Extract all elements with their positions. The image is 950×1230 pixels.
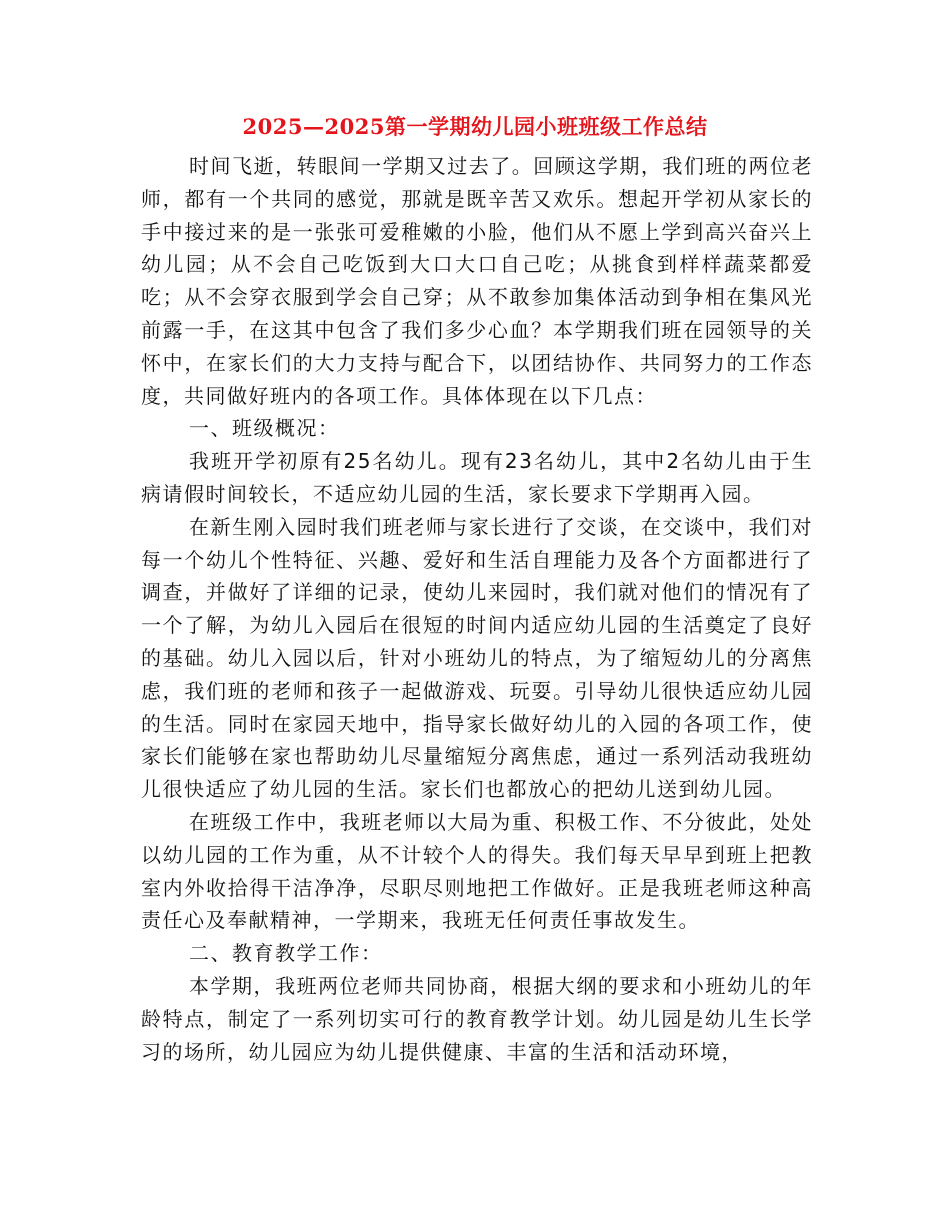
document-body bbox=[141, 150, 813, 1068]
section-heading-teaching: 二、教育教学工作： bbox=[189, 941, 383, 966]
class-work-paragraph: 在班级工作中，我班老师以大局为重、积极工作、不分彼此，处处以幼儿园的工作为重，从不计较个人的得失。我们每天早早到班上把教室内外收拾得干洁净净，尽职尽则地把工作做好。正是我班老师这种高责任心及奉献精神，一学期来，我班无任何责任事故发生。 bbox=[141, 809, 813, 933]
section-heading-class-overview: 一、班级概况： bbox=[189, 416, 340, 441]
class-count-paragraph: 我班开学初原有25名幼儿。现有23名幼儿，其中2名幼儿由于生病请假时间较长，不适应幼儿园的生活，家长要求下学期再入园。 bbox=[141, 449, 813, 506]
document-title: 2025—2025第一学期幼儿园小班班级工作总结 bbox=[242, 114, 708, 139]
teaching-paragraph: 本学期，我班两位老师共同协商，根据大纲的要求和小班幼儿的年龄特点，制定了一系列切实可行的教育教学计划。幼儿园是幼儿生长学习的场所，幼儿园应为幼儿提供健康、丰富的生活和活动环境， bbox=[141, 973, 813, 1064]
new-student-paragraph: 在新生刚入园时我们班老师与家长进行了交谈，在交谈中，我们对每一个幼儿个性特征、兴趣、爱好和生活自理能力及各个方面都进行了调查，并做好了详细的记录，使幼儿来园时，我们就对他们的情况有了一个了解，为幼儿入园后在很短的时间内适应幼儿园的生活奠定了良好的基础。幼儿入园以后，针对小班幼儿的特点，为了缩短幼儿的分离焦虑，我们班的老师和孩子一起做游戏、玩耍。引导幼儿很快适应幼儿园的生活。同时在家园天地中，指导家长做好幼儿的入园的各项工作，使家长们能够在家也帮助幼儿尽量缩短分离焦虑，通过一系列活动我班幼儿很快适应了幼儿园的生活。家长们也都放心的把幼儿送到幼儿园。 bbox=[141, 514, 813, 802]
intro-paragraph: 时间飞逝，转眼间一学期又过去了。回顾这学期，我们班的两位老师，都有一个共同的感觉，那就是既辛苦又欢乐。想起开学初从家长的手中接过来的是一张张可爱稚嫩的小脸，他们从不愿上学到高兴奋兴上幼儿园；从不会自己吃饭到大口大口自己吃；从挑食到样样蔬菜都爱吃；从不会穿衣服到学会自己穿；从不敢参加集体活动到争相在集风光前露一手，在这其中包含了我们多少心血？本学期我们班在园领导的关怀中，在家长们的大力支持与配合下，以团结协作、共同努力的工作态度，共同做好班内的各项工作。具体体现在以下几点： bbox=[141, 154, 813, 408]
